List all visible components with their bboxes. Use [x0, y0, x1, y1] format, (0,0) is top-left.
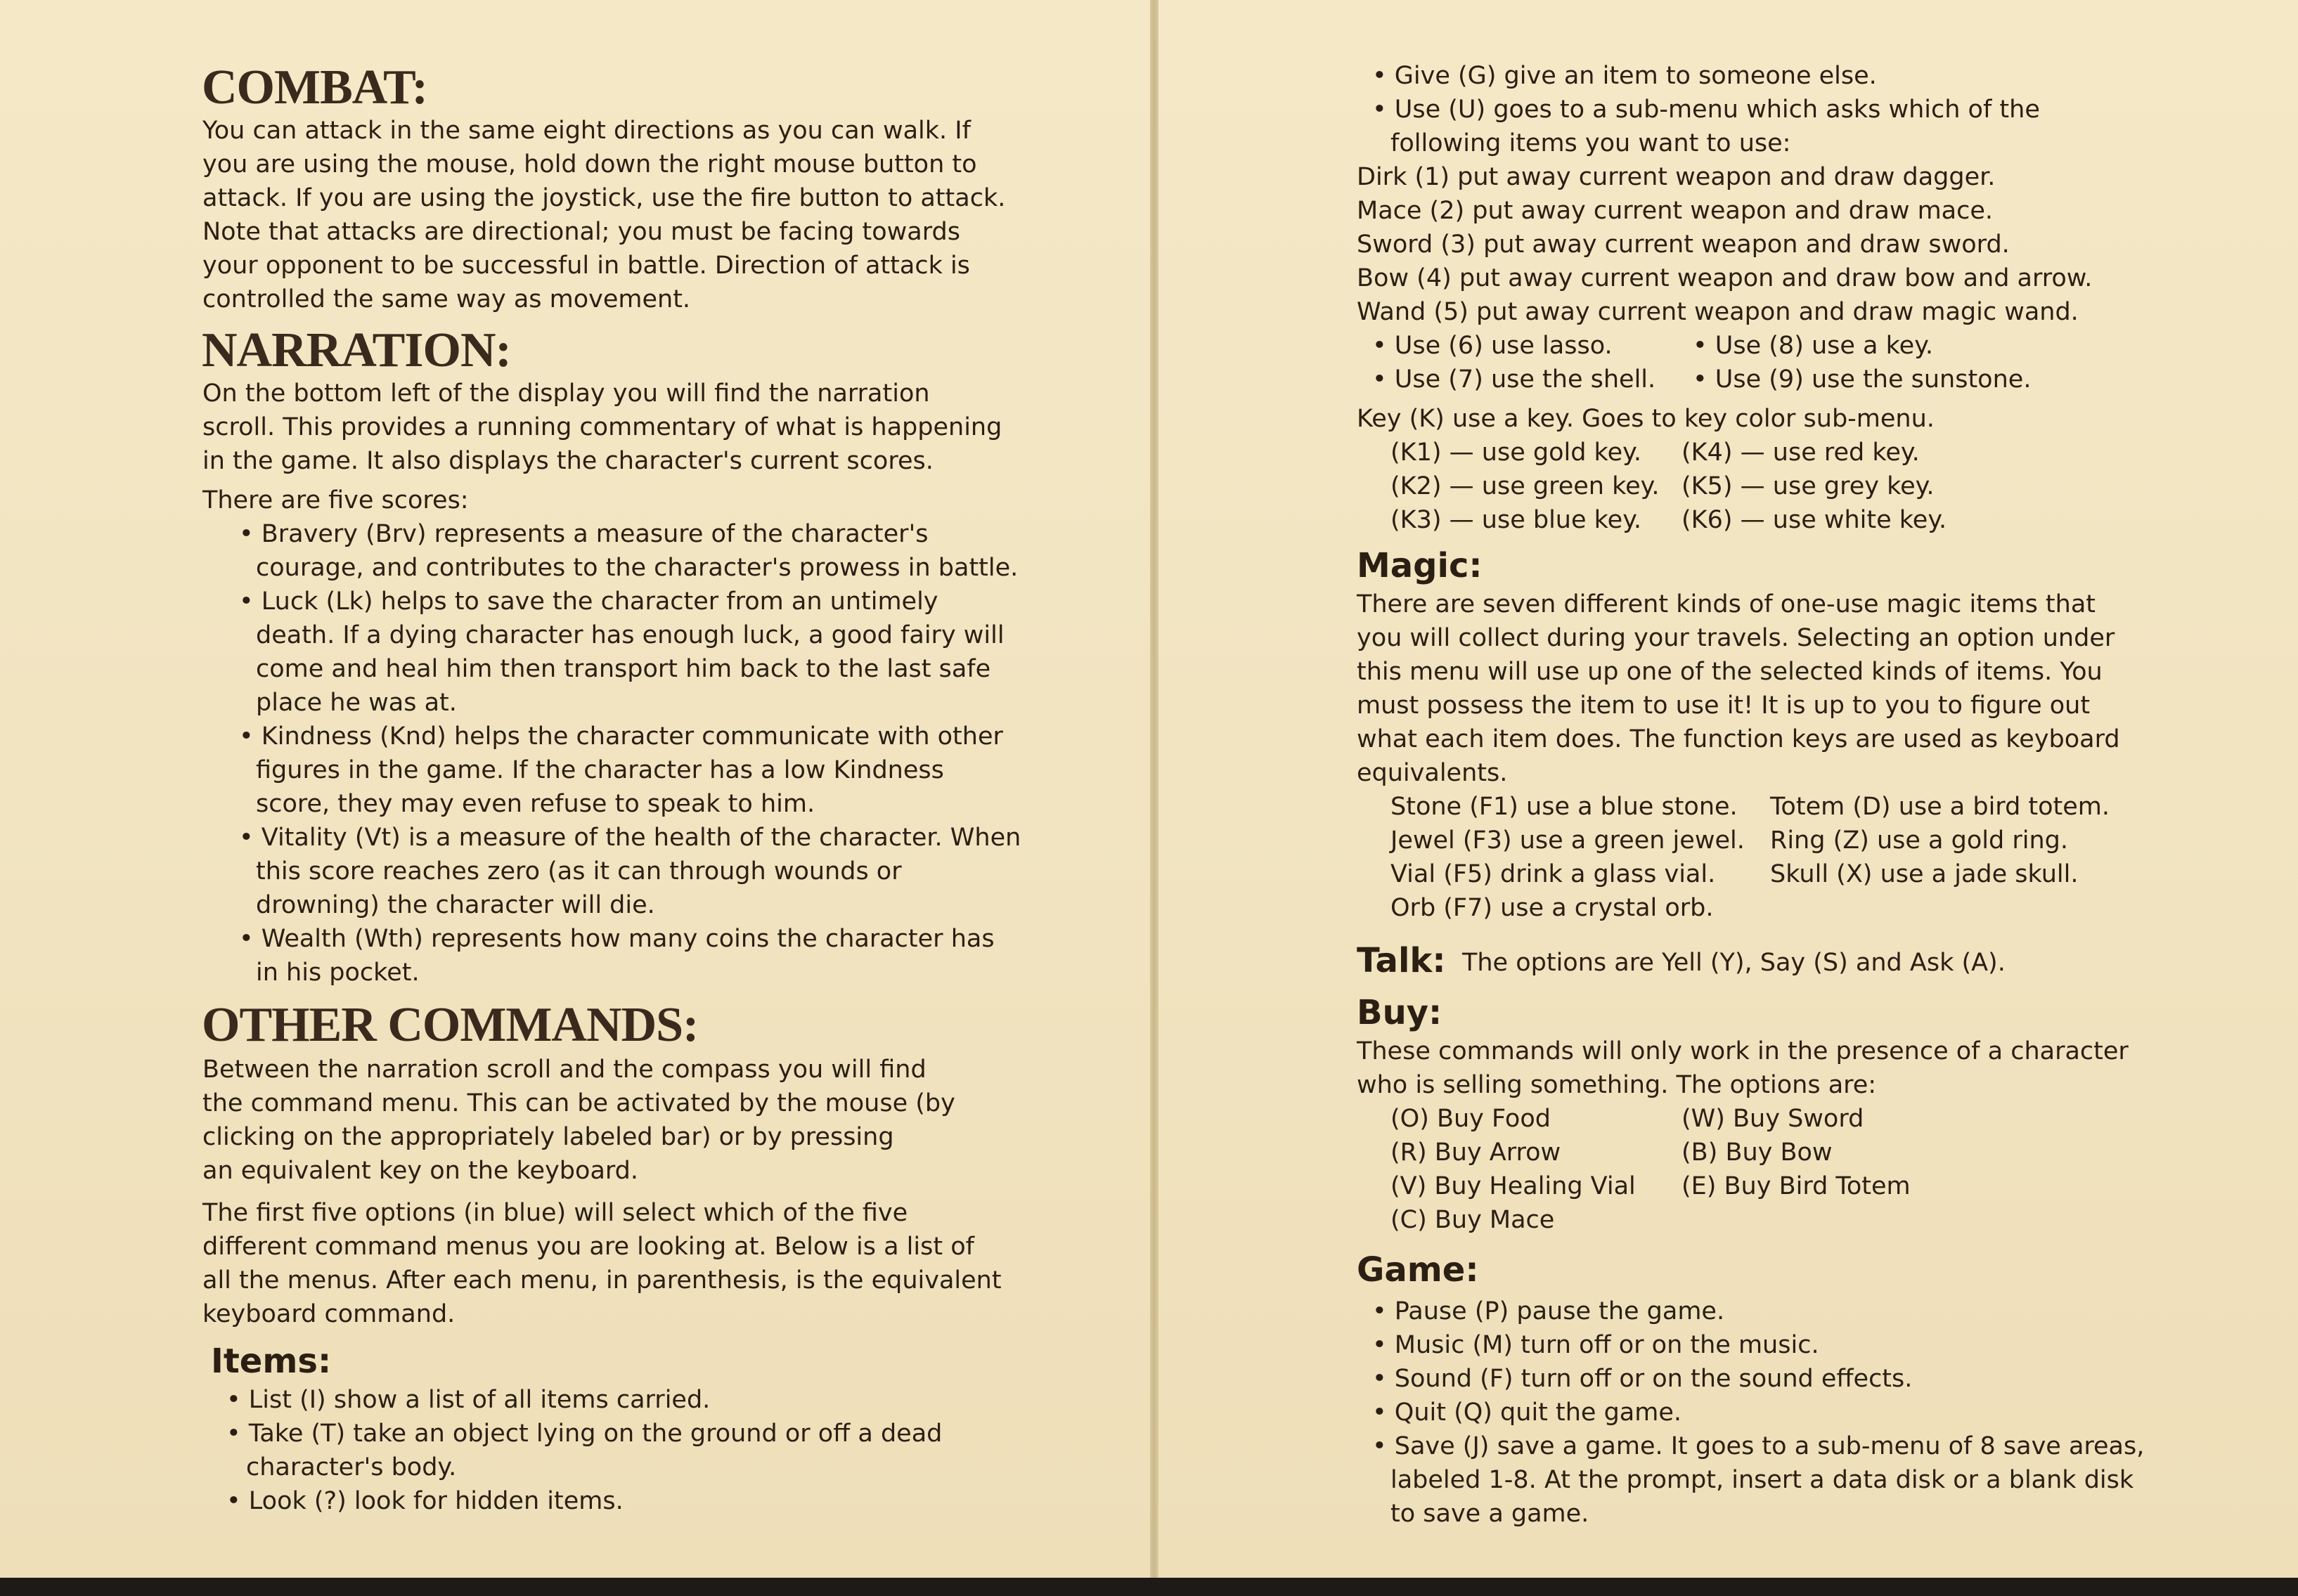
list-item: • Use (7) use the shell. [1372, 365, 1656, 394]
keys-left [1390, 436, 1659, 537]
text-line: Between the narration scroll and the compass you will find [202, 1056, 927, 1084]
text-line: score, they may even refuse to speak to him. [256, 790, 815, 818]
narration-heading: NARRATION: [202, 323, 511, 377]
score-item: • Vitality (Vt) is a measure of the health of the character. When [239, 824, 1021, 852]
text-line: death. If a dying character has enough luck, a good fairy will [256, 621, 1005, 649]
other-commands-para-1 [202, 1053, 955, 1188]
text-line: the command menu. This can be activated by the mouse (by [202, 1089, 955, 1117]
text-line: come and heal him then transport him back to the last safe [256, 655, 991, 683]
text-line: place he was at. [256, 689, 457, 717]
text-line: this score reaches zero (as it can through wounds or [256, 857, 902, 885]
buy-option: (R) Buy Arrow [1390, 1138, 1561, 1167]
weapon-item: Bow (4) put away current weapon and draw bow and arrow. [1357, 264, 2093, 292]
magic-items-left [1390, 790, 1745, 925]
use-list-right [1693, 329, 2031, 396]
text-line: character's body. [246, 1453, 457, 1481]
list-item: • Use (8) use a key. [1693, 332, 1934, 360]
text-line: scroll. This provides a running commentary of what is happening [202, 413, 1002, 441]
key-item: (K3) — use blue key. [1390, 506, 1642, 534]
magic-items-right [1770, 790, 2110, 891]
text-line: what each item does. The function keys are used as keyboard [1357, 725, 2120, 753]
list-item: • Give (G) give an item to someone else. [1372, 62, 1877, 90]
magic-item: Skull (X) use a jade skull. [1770, 860, 2079, 888]
text-line: These commands will only work in the presence of a character [1357, 1037, 2129, 1065]
buy-text [1357, 1034, 2129, 1102]
combat-heading: COMBAT: [202, 60, 427, 115]
text-line: an equivalent key on the keyboard. [202, 1157, 639, 1185]
right-page [1158, 0, 2298, 1578]
use-list-left [1372, 329, 1655, 396]
text-line: On the bottom left of the display you will find the narration [202, 379, 930, 408]
combat-text [202, 114, 1005, 316]
text-line: keyboard command. [202, 1300, 456, 1328]
book-gutter [1150, 0, 1158, 1578]
list-item: • Music (M) turn off or on the music. [1372, 1331, 1819, 1359]
list-item: • Use (U) goes to a sub-menu which asks which of the [1372, 96, 2040, 124]
talk-text: The options are Yell (Y), Say (S) and Ask (A). [1462, 949, 2006, 977]
weapon-item: Wand (5) put away current weapon and draw magic wand. [1357, 298, 2079, 326]
game-list [1372, 1295, 2144, 1531]
key-item: (K2) — use green key. [1390, 472, 1660, 500]
text-line: equivalents. [1357, 759, 1508, 787]
buy-option: (O) Buy Food [1390, 1105, 1551, 1133]
magic-item: Ring (Z) use a gold ring. [1770, 826, 2068, 855]
list-item: • Use (6) use lasso. [1372, 332, 1613, 360]
text-line: who is selling something. The options are: [1357, 1071, 1877, 1099]
text-line: courage, and contributes to the character's prowess in battle. [256, 554, 1019, 582]
magic-text [1357, 588, 2120, 790]
buy-options-left [1390, 1102, 1636, 1237]
text-line: labeled 1-8. At the prompt, insert a data disk or a blank disk [1390, 1466, 2134, 1494]
text-line: all the menus. After each menu, in parenthesis, is the equivalent [202, 1266, 1002, 1295]
text-line: The first five options (in blue) will select which of the five [202, 1199, 908, 1227]
buy-option: (B) Buy Bow [1681, 1138, 1833, 1167]
text-line: Note that attacks are directional; you must be facing towards [202, 218, 960, 246]
talk-heading: Talk: [1357, 941, 1446, 980]
magic-item: Vial (F5) drink a glass vial. [1390, 860, 1716, 888]
score-item: • Kindness (Knd) helps the character communicate with other [239, 722, 1003, 751]
bottom-edge-shadow [0, 1578, 2298, 1596]
text-line: your opponent to be successful in battle. Direction of attack is [202, 252, 970, 280]
key-item: (K6) — use white key. [1681, 506, 1947, 534]
weapon-list [1357, 160, 2092, 329]
text-line: You can attack in the same eight directions as you can walk. If [202, 117, 971, 145]
text-line: different command menus you are looking at. Below is a list of [202, 1233, 974, 1261]
score-item: • Luck (Lk) helps to save the character from an untimely [239, 588, 938, 616]
buy-option: (E) Buy Bird Totem [1681, 1172, 1911, 1200]
magic-heading: Magic: [1357, 546, 1483, 585]
weapon-item: Sword (3) put away current weapon and draw sword. [1357, 231, 2010, 259]
weapon-item: Dirk (1) put away current weapon and draw dagger. [1357, 163, 1996, 191]
text-line: in the game. It also displays the character's current scores. [202, 447, 934, 475]
text-line: to save a game. [1390, 1500, 1589, 1528]
keys-right [1681, 436, 1947, 537]
key-item: (K4) — use red key. [1681, 439, 1920, 467]
list-item: • Pause (P) pause the game. [1372, 1297, 1725, 1325]
text-line: this menu will use up one of the selected kinds of items. You [1357, 658, 2103, 686]
buy-option: (C) Buy Mace [1390, 1206, 1555, 1234]
text-line: figures in the game. If the character has a low Kindness [256, 756, 944, 784]
text-line: in his pocket. [256, 959, 420, 987]
list-item: • Save (J) save a game. It goes to a sub-menu of 8 save areas, [1372, 1432, 2145, 1460]
text-line: drowning) the character will die. [256, 891, 655, 919]
score-item: • Bravery (Brv) represents a measure of the character's [239, 520, 929, 548]
list-item: • Take (T) take an object lying on the ground or off a dead [226, 1420, 943, 1448]
left-page [0, 0, 1150, 1578]
buy-heading: Buy: [1357, 993, 1442, 1032]
text-line: following items you want to use: [1390, 129, 1791, 157]
magic-item: Orb (F7) use a crystal orb. [1390, 894, 1714, 922]
narration-text [202, 377, 1002, 478]
text-line: must possess the item to use it! It is up to you to figure out [1357, 692, 2091, 720]
key-item: (K5) — use grey key. [1681, 472, 1935, 500]
text-line: you are using the mouse, hold down the right mouse button to [202, 150, 977, 179]
list-item: • Sound (F) turn off or on the sound effects. [1372, 1365, 1913, 1393]
text-line: attack. If you are using the joystick, use the fire button to attack. [202, 184, 1006, 212]
score-item: • Wealth (Wth) represents how many coins the character has [239, 925, 995, 953]
text-line: clicking on the appropriately labeled bar) or by pressing [202, 1123, 894, 1151]
list-item: • Quit (Q) quit the game. [1372, 1399, 1682, 1427]
weapon-item: Mace (2) put away current weapon and draw mace. [1357, 197, 1994, 225]
magic-item: Jewel (F3) use a green jewel. [1390, 826, 1745, 855]
scores-intro: There are five scores: [202, 486, 469, 514]
scores-list [202, 484, 1021, 990]
magic-item: Totem (D) use a bird totem. [1770, 793, 2110, 821]
list-item: • Look (?) look for hidden items. [226, 1487, 624, 1515]
items-continued [1372, 59, 2040, 160]
text-line: There are seven different kinds of one-use magic items that [1357, 590, 2096, 618]
other-commands-para-2 [202, 1196, 1002, 1331]
text-line: you will collect during your travels. Selecting an option under [1357, 624, 2115, 652]
buy-options-right [1681, 1102, 1911, 1203]
buy-option: (W) Buy Sword [1681, 1105, 1864, 1133]
items-heading: Items: [211, 1342, 332, 1381]
game-heading: Game: [1357, 1250, 1479, 1290]
buy-option: (V) Buy Healing Vial [1390, 1172, 1636, 1200]
list-item: • List (I) show a list of all items carried. [226, 1386, 711, 1414]
key-item: (K1) — use gold key. [1390, 439, 1641, 467]
key-line: Key (K) use a key. Goes to key color sub-menu. [1357, 405, 1935, 433]
text-line: controlled the same way as movement. [202, 285, 691, 313]
magic-item: Stone (F1) use a blue stone. [1390, 793, 1738, 821]
list-item: • Use (9) use the sunstone. [1693, 365, 2032, 394]
items-list [211, 1383, 942, 1518]
other-commands-heading: OTHER COMMANDS: [202, 998, 699, 1052]
